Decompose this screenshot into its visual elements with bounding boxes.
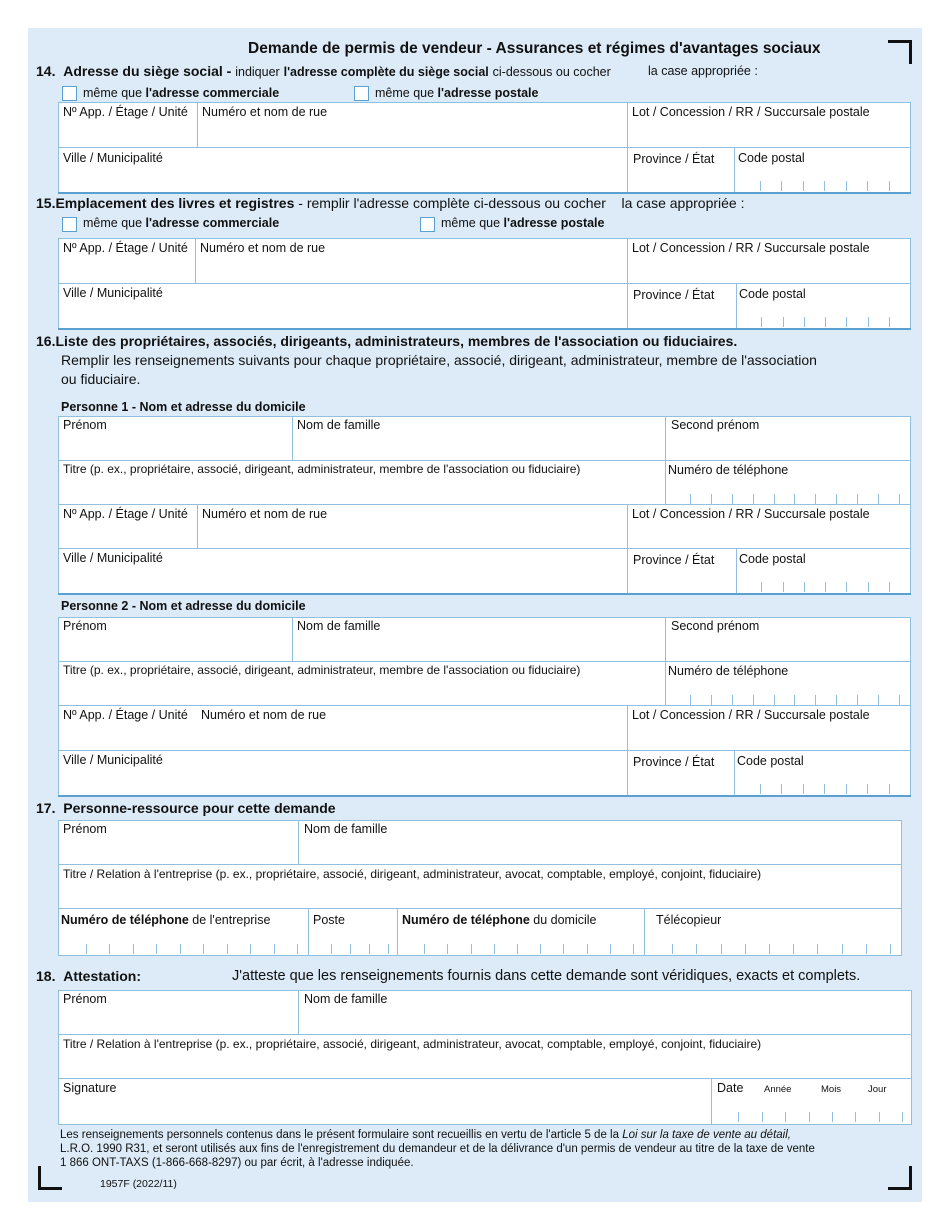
last-name-label: Nom de famille xyxy=(304,822,388,836)
street-label: Numéro et nom de rue xyxy=(201,708,327,722)
postal-label: Code postal xyxy=(739,287,806,301)
fax-label: Télécopieur xyxy=(656,913,722,927)
city-field[interactable] xyxy=(58,548,628,594)
street-field[interactable] xyxy=(197,102,628,148)
section-17-heading: 17. Personne-ressource pour cette demande xyxy=(36,800,336,816)
city-field[interactable] xyxy=(58,750,628,796)
contact-first-name-field[interactable] xyxy=(58,820,299,865)
province-label: Province / État xyxy=(633,152,715,166)
postal-code-field[interactable] xyxy=(734,750,911,796)
corner-mark xyxy=(888,1166,912,1190)
section-15-heading: 15.Emplacement des livres et registres - remplir l'adresse complète ci-dessous ou cocher la case appropriée : xyxy=(36,195,745,211)
month-label: Mois xyxy=(821,1084,842,1095)
first-name-label: Prénom xyxy=(63,418,107,432)
date-field[interactable] xyxy=(711,1078,912,1125)
contact-last-name-field[interactable] xyxy=(298,820,902,865)
signature-field[interactable] xyxy=(58,1078,712,1125)
title-relation-label: Titre / Relation à l'entreprise (p. ex., propriétaire, associé, dirigeant, administrateur, avocat, comptable, employé, conjoint, fiduciaire) xyxy=(63,867,762,881)
lot-field[interactable] xyxy=(627,504,911,549)
attest-last-name-field[interactable] xyxy=(298,990,912,1035)
street-label: Numéro et nom de rue xyxy=(200,241,326,255)
last-name-label: Nom de famille xyxy=(304,992,388,1006)
first-name-label: Prénom xyxy=(63,619,107,633)
middle-name-label: Second prénom xyxy=(671,418,760,432)
phone-label: Numéro de téléphone xyxy=(668,664,789,678)
form-title: Demande de permis de vendeur - Assurances et régimes d'avantages sociaux xyxy=(248,40,821,57)
person-2-heading: Personne 2 - Nom et adresse du domicile xyxy=(61,599,306,613)
city-label: Ville / Municipalité xyxy=(63,753,163,767)
province-label: Province / État xyxy=(633,553,715,567)
section-16-desc: Remplir les renseignements suivants pour chaque propriétaire, associé, dirigeant, administrateur, membre de l'association xyxy=(61,352,817,368)
title-field[interactable] xyxy=(58,661,666,706)
lot-label: Lot / Concession / RR / Succursale postale xyxy=(632,708,870,722)
books-same-as-mailing-label: même que l'adresse postale xyxy=(441,216,605,230)
province-label: Province / État xyxy=(633,755,715,769)
title-relation-label: Titre / Relation à l'entreprise (p. ex., propriétaire, associé, dirigeant, administrateur, avocat, comptable, employé, conjoint, fiduciaire) xyxy=(63,1037,762,1051)
province-field[interactable] xyxy=(627,548,737,594)
phone-field[interactable] xyxy=(665,460,911,505)
province-label: Province / État xyxy=(633,288,715,302)
postal-label: Code postal xyxy=(739,552,806,566)
day-label: Jour xyxy=(868,1084,887,1095)
lot-label: Lot / Concession / RR / Succursale postale xyxy=(632,241,870,255)
first-name-label: Prénom xyxy=(63,822,107,836)
privacy-notice: Les renseignements personnels contenus dans le présent formulaire sont recueillis en vertu de l'article 5 de la Loi sur la taxe de vente au détail, L.R.O. 1990 R31, et seront utilisés aux fins de l'enregistrement du demandeur et de la délivrance d'un permis de vendeur au titre de la taxe de vente 1 866 ONT-TAXS (1-866-668-8297) ou par écrit, à l'adresse indiquée. xyxy=(60,1129,815,1169)
section-divider xyxy=(58,328,911,330)
books-same-as-business-checkbox[interactable] xyxy=(62,217,77,232)
section-divider xyxy=(58,795,911,797)
year-label: Année xyxy=(764,1084,792,1095)
same-as-business-checkbox[interactable] xyxy=(62,86,77,101)
street-field[interactable] xyxy=(197,504,628,549)
phone-label: Numéro de téléphone xyxy=(668,463,789,477)
last-name-label: Nom de famille xyxy=(297,418,381,432)
postal-label: Code postal xyxy=(737,754,804,768)
street-field[interactable] xyxy=(58,705,628,751)
city-field[interactable] xyxy=(58,147,628,193)
section-14-heading: 14. Adresse du siège social - indiquer l'adresse complète du siège social ci-dessous ou cocher xyxy=(36,63,611,79)
postal-label: Code postal xyxy=(738,151,805,165)
last-name-field[interactable] xyxy=(292,416,666,461)
attestation-statement: J'atteste que les renseignements fournis dans cette demande sont véridiques, exacts et complets. xyxy=(232,968,861,984)
postal-code-field[interactable] xyxy=(734,147,911,193)
province-field[interactable] xyxy=(627,283,737,329)
city-label: Ville / Municipalité xyxy=(63,286,163,300)
phone-field[interactable] xyxy=(665,661,911,706)
province-field[interactable] xyxy=(627,147,735,193)
title-field[interactable] xyxy=(58,460,666,505)
title-label: Titre (p. ex., propriétaire, associé, dirigeant, administrateur, membre de l'association ou fiduciaire) xyxy=(63,663,581,677)
date-label: Date xyxy=(717,1081,744,1095)
postal-code-field[interactable] xyxy=(736,548,911,594)
unit-field[interactable] xyxy=(58,238,196,284)
title-label: Titre (p. ex., propriétaire, associé, dirigeant, administrateur, membre de l'association ou fiduciaire) xyxy=(63,462,581,476)
section-16-heading: 16.Liste des propriétaires, associés, dirigeants, administrateurs, membres de l'association ou fiduciaires. xyxy=(36,333,738,349)
unit-field[interactable] xyxy=(58,102,198,148)
person-1-heading: Personne 1 - Nom et adresse du domicile xyxy=(61,400,306,414)
unit-label: Nº App. / Étage / Unité xyxy=(63,708,188,722)
lot-field[interactable] xyxy=(627,705,911,751)
city-label: Ville / Municipalité xyxy=(63,551,163,565)
first-name-field[interactable] xyxy=(58,416,293,461)
middle-name-label: Second prénom xyxy=(671,619,760,633)
books-same-as-mailing-checkbox[interactable] xyxy=(420,217,435,232)
section-18-heading: 18. Attestation: xyxy=(36,968,142,984)
fax-field[interactable] xyxy=(644,908,902,956)
attest-first-name-field[interactable] xyxy=(58,990,299,1035)
same-as-business-label: même que l'adresse commerciale xyxy=(83,86,280,100)
signature-label: Signature xyxy=(63,1081,117,1095)
extension-label: Poste xyxy=(313,913,345,927)
street-label: Numéro et nom de rue xyxy=(202,105,328,119)
section-14-heading-end: la case appropriée : xyxy=(648,64,758,78)
postal-code-field[interactable] xyxy=(736,283,911,329)
first-name-field[interactable] xyxy=(58,617,293,662)
contact-title-field[interactable] xyxy=(58,864,902,909)
unit-label: Nº App. / Étage / Unité xyxy=(63,241,188,255)
home-phone-label: Numéro de téléphone du domicile xyxy=(402,913,597,927)
corner-mark xyxy=(888,40,912,64)
business-phone-field[interactable] xyxy=(58,908,309,956)
city-field[interactable] xyxy=(58,283,628,329)
province-field[interactable] xyxy=(627,750,735,796)
street-field[interactable] xyxy=(195,238,628,284)
lot-field[interactable] xyxy=(627,238,911,284)
lot-field[interactable] xyxy=(627,102,911,148)
section-divider xyxy=(58,192,911,194)
last-name-label: Nom de famille xyxy=(297,619,381,633)
books-same-as-business-label: même que l'adresse commerciale xyxy=(83,216,280,230)
unit-label: Nº App. / Étage / Unité xyxy=(63,105,188,119)
unit-label: Nº App. / Étage / Unité xyxy=(63,507,188,521)
unit-field[interactable] xyxy=(58,504,198,549)
lot-label: Lot / Concession / RR / Succursale postale xyxy=(632,507,870,521)
lot-label: Lot / Concession / RR / Succursale postale xyxy=(632,105,870,119)
extension-field[interactable] xyxy=(308,908,398,956)
corner-mark xyxy=(38,1166,62,1190)
section-16-desc-2: ou fiduciaire. xyxy=(61,371,141,387)
middle-name-field[interactable] xyxy=(665,617,911,662)
section-divider xyxy=(58,593,911,595)
home-phone-field[interactable] xyxy=(397,908,645,956)
last-name-field[interactable] xyxy=(292,617,666,662)
city-label: Ville / Municipalité xyxy=(63,151,163,165)
street-label: Numéro et nom de rue xyxy=(202,507,328,521)
attest-title-field[interactable] xyxy=(58,1034,912,1079)
same-as-mailing-checkbox[interactable] xyxy=(354,86,369,101)
first-name-label: Prénom xyxy=(63,992,107,1006)
business-phone-label: Numéro de téléphone de l'entreprise xyxy=(61,913,271,927)
same-as-mailing-label: même que l'adresse postale xyxy=(375,86,539,100)
middle-name-field[interactable] xyxy=(665,416,911,461)
form-number: 1957F (2022/11) xyxy=(100,1178,177,1190)
